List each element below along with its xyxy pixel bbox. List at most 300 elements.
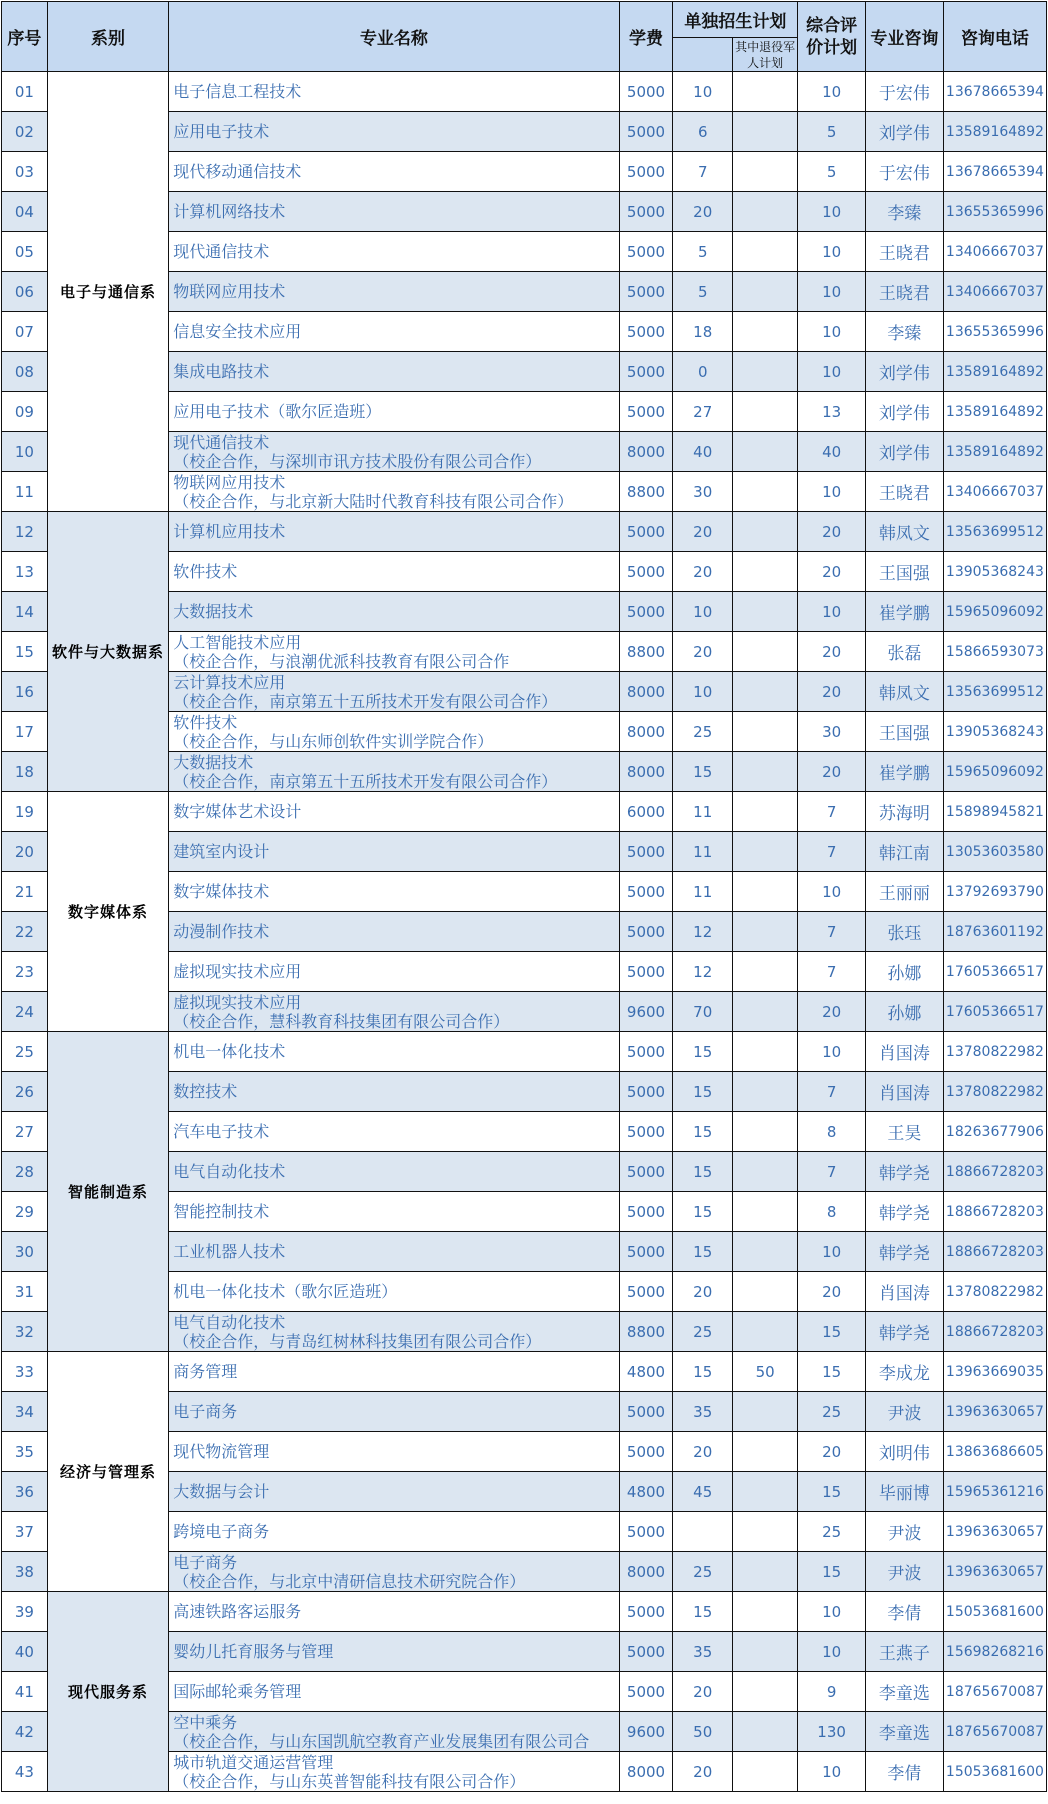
major-name — [169, 1072, 619, 1112]
major-title: 现代物流管理 — [173, 1442, 270, 1461]
tuition-fee: 5000 — [619, 112, 673, 152]
comprehensive-plan: 7 — [798, 832, 866, 872]
consultant-name: 李臻 — [865, 192, 943, 232]
veteran-plan — [733, 312, 798, 352]
header-seq: 序号 — [2, 2, 48, 72]
independent-plan: 0 — [673, 352, 733, 392]
veteran-plan — [733, 1512, 798, 1552]
independent-plan: 30 — [673, 472, 733, 512]
major-title: 大数据与会计 — [173, 1482, 270, 1501]
major-name — [169, 832, 619, 872]
major-name — [169, 992, 619, 1032]
independent-plan: 12 — [673, 952, 733, 992]
comprehensive-plan: 20 — [798, 512, 866, 552]
independent-plan: 15 — [673, 1192, 733, 1232]
comprehensive-plan: 13 — [798, 392, 866, 432]
comprehensive-plan: 10 — [798, 1632, 866, 1672]
major-name — [169, 192, 619, 232]
veteran-plan — [733, 1752, 798, 1792]
major-title: 动漫制作技术 — [173, 922, 270, 941]
table-row — [2, 1592, 1047, 1632]
row-seq: 08 — [2, 352, 48, 392]
independent-plan: 25 — [673, 1552, 733, 1592]
major-name — [169, 112, 619, 152]
tuition-fee: 8800 — [619, 1312, 673, 1352]
row-seq: 14 — [2, 592, 48, 632]
veteran-plan — [733, 432, 798, 472]
consultant-name: 韩学尧 — [865, 1312, 943, 1352]
row-seq: 22 — [2, 912, 48, 952]
major-name — [169, 752, 619, 792]
row-seq: 29 — [2, 1192, 48, 1232]
row-seq: 17 — [2, 712, 48, 752]
major-name — [169, 1152, 619, 1192]
independent-plan: 12 — [673, 912, 733, 952]
comprehensive-plan: 15 — [798, 1312, 866, 1352]
veteran-plan — [733, 592, 798, 632]
major-title: 物联网应用技术 — [173, 472, 286, 492]
tuition-fee: 5000 — [619, 312, 673, 352]
consultant-name: 王晓君 — [865, 232, 943, 272]
tuition-fee: 5000 — [619, 352, 673, 392]
major-name — [169, 1752, 619, 1792]
consultant-name: 于宏伟 — [865, 72, 943, 112]
independent-plan: 25 — [673, 1312, 733, 1352]
major-name — [169, 1032, 619, 1072]
consultant-phone: 15698268216 — [943, 1632, 1046, 1672]
consultant-name: 王昊 — [865, 1112, 943, 1152]
header-dept: 系别 — [47, 2, 168, 72]
tuition-fee: 5000 — [619, 1072, 673, 1112]
consultant-name: 韩凤文 — [865, 672, 943, 712]
veteran-plan — [733, 1072, 798, 1112]
header-major: 专业名称 — [169, 2, 619, 72]
consultant-name: 王国强 — [865, 712, 943, 752]
comprehensive-plan: 20 — [798, 672, 866, 712]
independent-plan: 15 — [673, 1032, 733, 1072]
comprehensive-plan: 20 — [798, 552, 866, 592]
tuition-fee: 5000 — [619, 1592, 673, 1632]
independent-plan: 50 — [673, 1712, 733, 1752]
consultant-phone: 13905368243 — [943, 552, 1046, 592]
independent-plan: 15 — [673, 1232, 733, 1272]
row-seq: 38 — [2, 1552, 48, 1592]
header-fee: 学费 — [619, 2, 673, 72]
major-name — [169, 1672, 619, 1712]
major-name — [169, 1232, 619, 1272]
consultant-name: 于宏伟 — [865, 152, 943, 192]
header-phone: 咨询电话 — [943, 2, 1046, 72]
table-body — [2, 72, 1047, 1792]
veteran-plan — [733, 552, 798, 592]
veteran-plan — [733, 72, 798, 112]
row-seq: 30 — [2, 1232, 48, 1272]
independent-plan: 70 — [673, 992, 733, 1032]
major-name — [169, 792, 619, 832]
row-seq: 13 — [2, 552, 48, 592]
department-cell: 现代服务系 — [47, 1592, 168, 1792]
major-partner-note: （校企合作，与山东师创软件实训学院合作） — [173, 731, 494, 751]
tuition-fee: 5000 — [619, 1192, 673, 1232]
row-seq: 33 — [2, 1352, 48, 1392]
veteran-plan — [733, 752, 798, 792]
major-name — [169, 232, 619, 272]
consultant-name: 王国强 — [865, 552, 943, 592]
department-cell: 软件与大数据系 — [47, 512, 168, 792]
consultant-name: 崔学鹏 — [865, 752, 943, 792]
tuition-fee: 8000 — [619, 712, 673, 752]
table-row — [2, 72, 1047, 112]
row-seq: 12 — [2, 512, 48, 552]
independent-plan: 10 — [673, 592, 733, 632]
major-title: 信息安全技术应用 — [173, 322, 302, 341]
consultant-name: 肖国涛 — [865, 1072, 943, 1112]
comprehensive-plan: 5 — [798, 152, 866, 192]
comprehensive-plan: 10 — [798, 1032, 866, 1072]
comprehensive-plan: 20 — [798, 1272, 866, 1312]
consultant-phone: 18866728203 — [943, 1312, 1046, 1352]
veteran-plan — [733, 632, 798, 672]
veteran-plan — [733, 872, 798, 912]
independent-plan: 11 — [673, 832, 733, 872]
comprehensive-plan: 130 — [798, 1712, 866, 1752]
consultant-name: 刘学伟 — [865, 112, 943, 152]
veteran-plan — [733, 672, 798, 712]
veteran-plan — [733, 1312, 798, 1352]
consultant-phone: 13589164892 — [943, 352, 1046, 392]
major-name — [169, 472, 619, 512]
major-name — [169, 952, 619, 992]
consultant-phone: 13792693790 — [943, 872, 1046, 912]
veteran-plan — [733, 1112, 798, 1152]
major-title: 跨境电子商务 — [173, 1522, 270, 1541]
consultant-phone: 18263677906 — [943, 1112, 1046, 1152]
major-title: 应用电子技术 — [173, 122, 270, 141]
independent-plan: 27 — [673, 392, 733, 432]
tuition-fee: 8000 — [619, 672, 673, 712]
consultant-phone: 13678665394 — [943, 72, 1046, 112]
consultant-name: 张珏 — [865, 912, 943, 952]
major-name — [169, 152, 619, 192]
independent-plan — [673, 1512, 733, 1552]
row-seq: 20 — [2, 832, 48, 872]
major-partner-note: （校企合作，与北京新大陆时代教育科技有限公司合作） — [173, 491, 574, 511]
comprehensive-plan: 9 — [798, 1672, 866, 1712]
consultant-phone: 15866593073 — [943, 632, 1046, 672]
major-name — [169, 632, 619, 672]
consultant-name: 崔学鹏 — [865, 592, 943, 632]
table-row — [2, 792, 1047, 832]
row-seq: 02 — [2, 112, 48, 152]
independent-plan: 5 — [673, 232, 733, 272]
consultant-phone: 15965096092 — [943, 752, 1046, 792]
major-title: 现代通信技术 — [173, 242, 270, 261]
independent-plan: 20 — [673, 192, 733, 232]
major-name — [169, 1552, 619, 1592]
veteran-plan — [733, 1192, 798, 1232]
consultant-name: 尹波 — [865, 1392, 943, 1432]
veteran-plan — [733, 1272, 798, 1312]
consultant-phone: 13678665394 — [943, 152, 1046, 192]
major-title: 应用电子技术（歌尔匠造班） — [173, 402, 382, 421]
consultant-phone: 18866728203 — [943, 1192, 1046, 1232]
tuition-fee: 5000 — [619, 1672, 673, 1712]
tuition-fee: 8000 — [619, 432, 673, 472]
row-seq: 28 — [2, 1152, 48, 1192]
major-name — [169, 552, 619, 592]
consultant-name: 孙娜 — [865, 992, 943, 1032]
consultant-phone: 13563699512 — [943, 672, 1046, 712]
major-title: 物联网应用技术 — [173, 282, 286, 301]
major-name — [169, 1272, 619, 1312]
comprehensive-plan: 20 — [798, 752, 866, 792]
tuition-fee: 4800 — [619, 1472, 673, 1512]
independent-plan: 11 — [673, 792, 733, 832]
independent-plan: 20 — [673, 1272, 733, 1312]
consultant-phone: 17605366517 — [943, 952, 1046, 992]
major-title: 电气自动化技术 — [173, 1162, 286, 1181]
independent-plan: 15 — [673, 1072, 733, 1112]
major-name — [169, 592, 619, 632]
veteran-plan — [733, 472, 798, 512]
independent-plan: 18 — [673, 312, 733, 352]
independent-plan: 6 — [673, 112, 733, 152]
major-title: 智能控制技术 — [173, 1202, 270, 1221]
consultant-phone: 13655365996 — [943, 192, 1046, 232]
major-name — [169, 1712, 619, 1752]
tuition-fee: 5000 — [619, 952, 673, 992]
major-name — [169, 512, 619, 552]
consultant-phone: 13655365996 — [943, 312, 1046, 352]
table-row — [2, 512, 1047, 552]
consultant-name: 毕丽博 — [865, 1472, 943, 1512]
major-title: 电子商务 — [173, 1402, 238, 1421]
department-cell: 智能制造系 — [47, 1032, 168, 1352]
independent-plan: 7 — [673, 152, 733, 192]
major-name — [169, 1632, 619, 1672]
veteran-plan — [733, 112, 798, 152]
major-name — [169, 1392, 619, 1432]
major-title: 软件技术 — [173, 712, 238, 732]
consultant-name: 王晓君 — [865, 472, 943, 512]
comprehensive-plan: 10 — [798, 72, 866, 112]
consultant-name: 张磊 — [865, 632, 943, 672]
consultant-phone: 13905368243 — [943, 712, 1046, 752]
comprehensive-plan: 7 — [798, 792, 866, 832]
veteran-plan — [733, 512, 798, 552]
major-partner-note: （校企合作，与深圳市讯方技术股份有限公司合作） — [173, 451, 542, 471]
consultant-phone: 13589164892 — [943, 392, 1046, 432]
consultant-phone: 13780822982 — [943, 1272, 1046, 1312]
veteran-plan — [733, 712, 798, 752]
veteran-plan — [733, 192, 798, 232]
consultant-phone: 18763601192 — [943, 912, 1046, 952]
consultant-phone: 15965096092 — [943, 592, 1046, 632]
tuition-fee: 5000 — [619, 872, 673, 912]
independent-plan: 10 — [673, 672, 733, 712]
comprehensive-plan: 20 — [798, 632, 866, 672]
veteran-plan — [733, 992, 798, 1032]
comprehensive-plan: 5 — [798, 112, 866, 152]
independent-plan: 40 — [673, 432, 733, 472]
independent-plan: 25 — [673, 712, 733, 752]
row-seq: 18 — [2, 752, 48, 792]
row-seq: 24 — [2, 992, 48, 1032]
veteran-plan — [733, 352, 798, 392]
major-title: 机电一体化技术 — [173, 1042, 286, 1061]
independent-plan: 15 — [673, 1592, 733, 1632]
independent-plan: 15 — [673, 1352, 733, 1392]
row-seq: 34 — [2, 1392, 48, 1432]
independent-plan: 45 — [673, 1472, 733, 1512]
veteran-plan — [733, 1392, 798, 1432]
comprehensive-plan: 10 — [798, 272, 866, 312]
comprehensive-plan: 10 — [798, 1752, 866, 1792]
major-partner-note: （校企合作，南京第五十五所技术开发有限公司合作） — [173, 771, 558, 791]
major-partner-note: （校企合作，慧科教育科技集团有限公司合作） — [173, 1011, 510, 1031]
major-partner-note: （校企合作，与青岛红树林科技集团有限公司合作） — [173, 1331, 542, 1351]
major-name — [169, 1192, 619, 1232]
consultant-name: 李童选 — [865, 1712, 943, 1752]
row-seq: 32 — [2, 1312, 48, 1352]
comprehensive-plan: 40 — [798, 432, 866, 472]
independent-plan: 35 — [673, 1632, 733, 1672]
row-seq: 31 — [2, 1272, 48, 1312]
comprehensive-plan: 10 — [798, 472, 866, 512]
tuition-fee: 5000 — [619, 1272, 673, 1312]
comprehensive-plan: 15 — [798, 1552, 866, 1592]
comprehensive-plan: 10 — [798, 1592, 866, 1632]
tuition-fee: 5000 — [619, 1232, 673, 1272]
major-title: 现代移动通信技术 — [173, 162, 302, 181]
consultant-phone: 15898945821 — [943, 792, 1046, 832]
major-name — [169, 312, 619, 352]
comprehensive-plan: 8 — [798, 1112, 866, 1152]
consultant-name: 李倩 — [865, 1752, 943, 1792]
veteran-plan — [733, 1672, 798, 1712]
veteran-plan — [733, 392, 798, 432]
veteran-plan — [733, 952, 798, 992]
header-independent-plan: 单独招生计划 — [673, 2, 798, 38]
veteran-plan — [733, 1152, 798, 1192]
comprehensive-plan: 10 — [798, 312, 866, 352]
header-veteran-plan: 其中退役军人计划 — [733, 38, 798, 72]
independent-plan: 20 — [673, 1752, 733, 1792]
consultant-name: 韩江南 — [865, 832, 943, 872]
major-title: 空中乘务 — [173, 1712, 238, 1732]
row-seq: 23 — [2, 952, 48, 992]
consultant-phone: 15053681600 — [943, 1752, 1046, 1792]
consultant-name: 王丽丽 — [865, 872, 943, 912]
comprehensive-plan: 7 — [798, 1152, 866, 1192]
veteran-plan — [733, 1472, 798, 1512]
consultant-phone: 13406667037 — [943, 272, 1046, 312]
veteran-plan — [733, 152, 798, 192]
comprehensive-plan: 20 — [798, 992, 866, 1032]
tuition-fee: 5000 — [619, 832, 673, 872]
independent-plan: 20 — [673, 552, 733, 592]
comprehensive-plan: 7 — [798, 912, 866, 952]
consultant-phone: 13863686605 — [943, 1432, 1046, 1472]
major-name — [169, 1592, 619, 1632]
department-cell: 数字媒体系 — [47, 792, 168, 1032]
major-title: 建筑室内设计 — [173, 842, 270, 861]
independent-plan: 35 — [673, 1392, 733, 1432]
tuition-fee: 9600 — [619, 992, 673, 1032]
major-partner-note: （校企合作，南京第五十五所技术开发有限公司合作） — [173, 691, 558, 711]
major-title: 商务管理 — [173, 1362, 238, 1381]
row-seq: 41 — [2, 1672, 48, 1712]
major-title: 软件技术 — [173, 562, 238, 581]
major-name — [169, 392, 619, 432]
major-name — [169, 1312, 619, 1352]
comprehensive-plan: 30 — [798, 712, 866, 752]
row-seq: 19 — [2, 792, 48, 832]
tuition-fee: 8800 — [619, 632, 673, 672]
consultant-name: 韩凤文 — [865, 512, 943, 552]
major-title: 云计算技术应用 — [173, 672, 286, 692]
tuition-fee: 5000 — [619, 512, 673, 552]
major-title: 虚拟现实技术应用 — [173, 992, 302, 1012]
comprehensive-plan: 10 — [798, 192, 866, 232]
table-row — [2, 1032, 1047, 1072]
consultant-name: 李童选 — [865, 1672, 943, 1712]
tuition-fee: 6000 — [619, 792, 673, 832]
major-name — [169, 712, 619, 752]
independent-plan: 20 — [673, 1672, 733, 1712]
tuition-fee: 4800 — [619, 1352, 673, 1392]
consultant-name: 韩学尧 — [865, 1192, 943, 1232]
row-seq: 37 — [2, 1512, 48, 1552]
comprehensive-plan: 7 — [798, 952, 866, 992]
consultant-phone: 15965361216 — [943, 1472, 1046, 1512]
major-title: 大数据技术 — [173, 752, 254, 772]
veteran-plan — [733, 232, 798, 272]
veteran-plan: 50 — [733, 1352, 798, 1392]
consultant-name: 刘学伟 — [865, 432, 943, 472]
consultant-phone: 13963630657 — [943, 1552, 1046, 1592]
table-row — [2, 1352, 1047, 1392]
major-partner-note: （校企合作，与北京中清研信息技术研究院合作） — [173, 1571, 526, 1591]
consultant-phone: 13963669035 — [943, 1352, 1046, 1392]
veteran-plan — [733, 272, 798, 312]
consultant-name: 李成龙 — [865, 1352, 943, 1392]
row-seq: 09 — [2, 392, 48, 432]
independent-plan: 20 — [673, 1432, 733, 1472]
consultant-phone: 13963630657 — [943, 1392, 1046, 1432]
major-name — [169, 1112, 619, 1152]
major-title: 高速铁路客运服务 — [173, 1602, 302, 1621]
row-seq: 05 — [2, 232, 48, 272]
major-title: 数控技术 — [173, 1082, 238, 1101]
comprehensive-plan: 10 — [798, 592, 866, 632]
consultant-name: 刘明伟 — [865, 1432, 943, 1472]
veteran-plan — [733, 1032, 798, 1072]
major-title: 计算机应用技术 — [173, 522, 286, 541]
tuition-fee: 8800 — [619, 472, 673, 512]
independent-plan: 11 — [673, 872, 733, 912]
tuition-fee: 5000 — [619, 1512, 673, 1552]
consultant-name: 孙娜 — [865, 952, 943, 992]
row-seq: 43 — [2, 1752, 48, 1792]
major-name — [169, 872, 619, 912]
comprehensive-plan: 20 — [798, 1432, 866, 1472]
major-title: 工业机器人技术 — [173, 1242, 286, 1261]
row-seq: 25 — [2, 1032, 48, 1072]
header-comprehensive-plan: 综合评价计划 — [798, 2, 866, 72]
tuition-fee: 5000 — [619, 1032, 673, 1072]
major-name — [169, 272, 619, 312]
